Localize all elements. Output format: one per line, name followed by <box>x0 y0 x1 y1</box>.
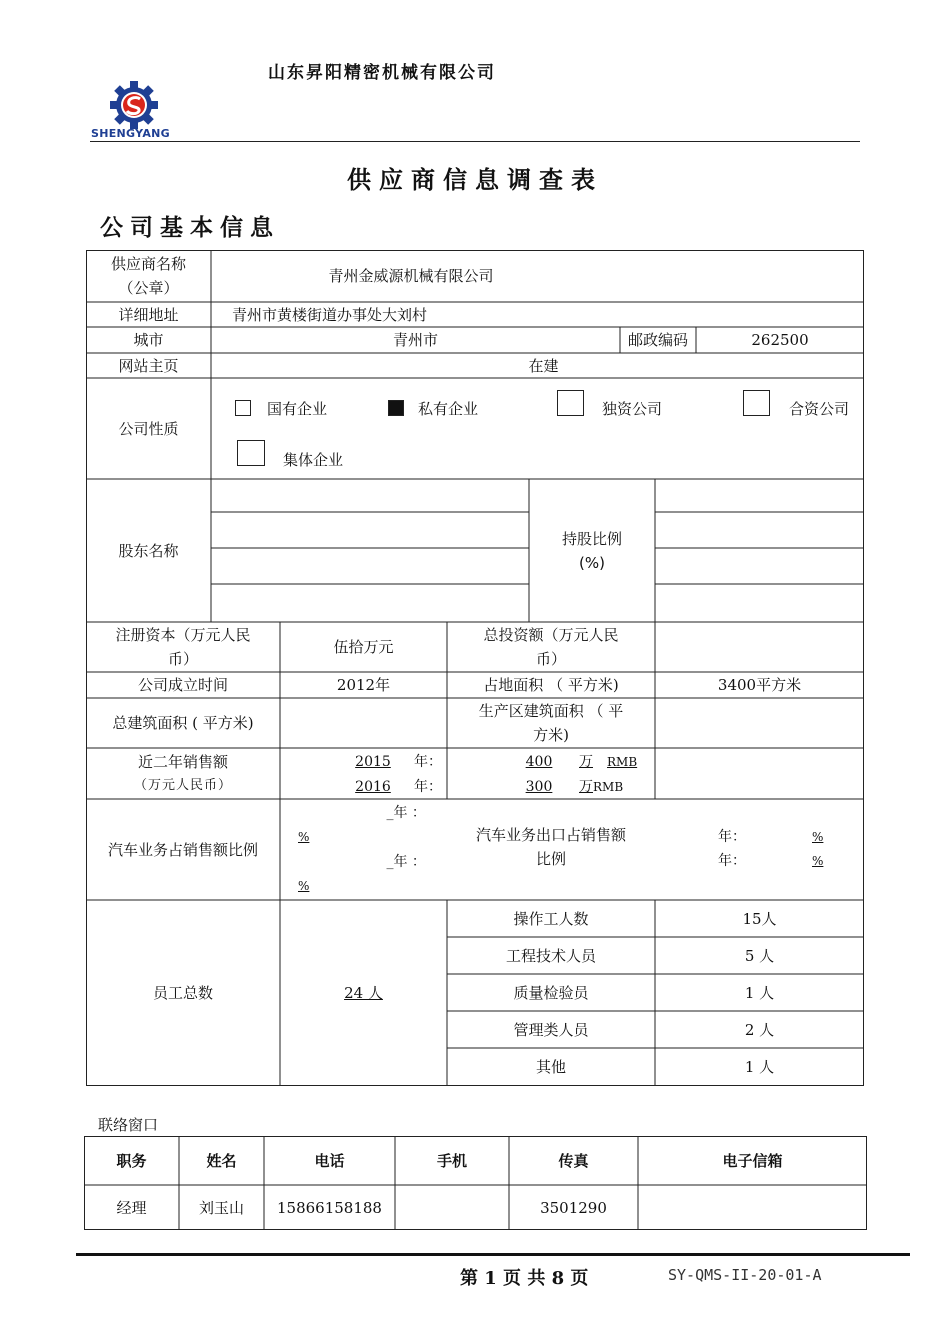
postal-value[interactable]: 262500 <box>751 331 809 349</box>
staff-row-label: 质量检验员 <box>513 983 589 1002</box>
website-value[interactable]: 在建 <box>528 356 559 375</box>
reg-capital-label: 注册资本（万元人民 币） <box>115 626 251 668</box>
staff-row-value[interactable]: 2 人 <box>744 1020 775 1039</box>
shareholder-label: 股东名称 <box>118 541 179 560</box>
staff-row-label: 工程技术人员 <box>505 946 596 965</box>
option-collective: 集体企业 <box>283 451 344 469</box>
document-title: 供应商信息调查表 <box>347 166 603 194</box>
auto-ratio-entry-2[interactable]: _年 ： % <box>298 854 426 893</box>
website-label: 网站主页 <box>118 356 179 375</box>
company-nature-label: 公司性质 <box>118 419 179 438</box>
city-value[interactable]: 青州市 <box>392 331 438 349</box>
contact-header-name: 姓名 <box>206 1151 237 1170</box>
staff-row-value[interactable]: 15人 <box>742 909 777 928</box>
contact-header-mobile: 手机 <box>436 1151 467 1170</box>
auto-ratio-entry-1[interactable]: _年 ： % <box>298 805 426 844</box>
contact-cell-phone[interactable]: 15866158188 <box>277 1198 382 1217</box>
total-invest-label: 总投资额（万元人民 币） <box>483 626 619 668</box>
supplier-name-label: 供应商名称 （公章） <box>110 255 186 297</box>
address-value[interactable]: 青州市黄楼街道办事处大刘村 <box>232 305 428 324</box>
production-area-label: 生产区建筑面积 （ 平 方米) <box>478 702 624 744</box>
staff-row-value[interactable]: 5 人 <box>744 946 775 965</box>
city-label: 城市 <box>133 331 164 349</box>
contact-cell-email[interactable] <box>638 1185 867 1230</box>
sales-label: 近二年销售额 （万元人民币） <box>133 752 232 793</box>
reg-capital-value[interactable]: 伍拾万元 <box>333 638 394 656</box>
option-joint-venture: 合资公司 <box>789 400 850 418</box>
postal-label: 邮政编码 <box>627 331 688 349</box>
checkbox-wholly-owned[interactable] <box>557 390 584 416</box>
checkbox-state-owned[interactable] <box>235 400 251 416</box>
staff-row-label: 管理类人员 <box>513 1020 589 1039</box>
checkbox-collective[interactable] <box>237 440 265 466</box>
founded-value[interactable]: 2012年 <box>336 676 391 694</box>
sales-row-2015[interactable]: 2015 年： 400 万 RMB <box>355 754 638 770</box>
contact-cell-mobile[interactable] <box>395 1185 509 1230</box>
share-ratio-label: 持股比例 (%) <box>561 529 622 572</box>
contact-cell-fax[interactable]: 3501290 <box>540 1198 607 1217</box>
building-area-label: 总建筑面积 ( 平方米) <box>112 714 254 732</box>
contact-header-fax: 传真 <box>558 1151 589 1170</box>
checkbox-private[interactable] <box>388 400 404 416</box>
option-state-owned: 国有企业 <box>267 400 328 418</box>
land-area-value[interactable]: 3400平方米 <box>717 676 802 694</box>
contact-section-label: 联络窗口 <box>98 1116 159 1134</box>
export-ratio-entry-1[interactable]: 年： % <box>718 829 824 845</box>
section-title: 公司基本信息 <box>100 215 280 241</box>
contact-cell-position[interactable]: 经理 <box>116 1198 147 1217</box>
company-name-header: 山东昇阳精密机械有限公司 <box>268 63 496 83</box>
sales-row-2016[interactable]: 2016 年： 300 万RMB <box>355 779 624 795</box>
supplier-name-value[interactable]: 青州金威源机械有限公司 <box>328 267 494 285</box>
export-ratio-label: 汽车业务出口占销售额 比例 <box>475 826 626 868</box>
contact-cell-name[interactable]: 刘玉山 <box>198 1198 244 1217</box>
option-private: 私有企业 <box>418 400 479 418</box>
page-number: 第 1 页 共 8 页 <box>460 1268 589 1289</box>
staff-total-value[interactable]: 24 人 <box>344 984 383 1002</box>
logo-text: SHENGYANG <box>91 127 170 140</box>
founded-label: 公司成立时间 <box>137 676 228 694</box>
contact-header-position: 职务 <box>116 1151 147 1170</box>
staff-row-value[interactable]: 1 人 <box>744 983 775 1002</box>
option-wholly-owned: 独资公司 <box>602 400 663 418</box>
footer-divider <box>76 1253 910 1256</box>
auto-ratio-label: 汽车业务占销售额比例 <box>107 840 258 859</box>
header-divider <box>90 141 860 142</box>
contact-header-phone: 电话 <box>314 1151 345 1170</box>
document-code: SY-QMS-II-20-01-A <box>668 1266 822 1284</box>
land-area-label: 占地面积 （ 平方米) <box>483 676 619 694</box>
staff-total-label: 员工总数 <box>152 984 213 1002</box>
staff-row-label: 操作工人数 <box>513 909 589 928</box>
staff-row-label: 其他 <box>535 1058 566 1076</box>
address-label: 详细地址 <box>118 305 179 324</box>
contact-table <box>84 1136 867 1230</box>
staff-row-value[interactable]: 1 人 <box>744 1058 775 1076</box>
checkbox-joint-venture[interactable] <box>743 390 770 416</box>
export-ratio-entry-2[interactable]: 年： % <box>718 853 824 869</box>
contact-header-email: 电子信箱 <box>722 1151 783 1170</box>
company-info-table <box>86 250 864 1086</box>
